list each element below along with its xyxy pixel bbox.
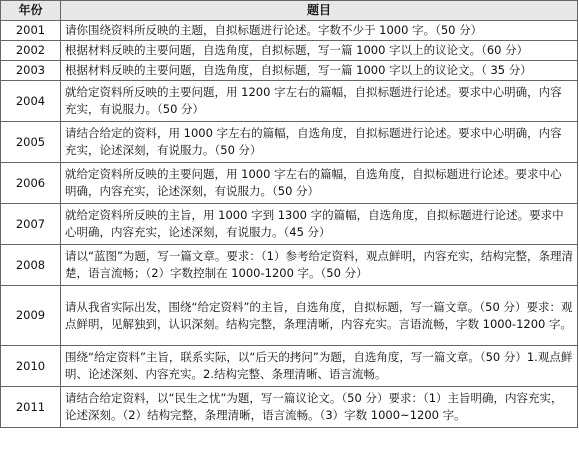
table-row xyxy=(1,204,578,245)
topic-cell: 就给定资料所反映的主要问题，用 1200 字左右的篇幅，自拟标题进行论述。要求中心明确，内容充实，有说服力。（50 分） xyxy=(61,81,578,122)
topic-cell: 围绕“给定资料”主旨，联系实际，以“后天的拷问”为题，自选角度，写一篇文章。（50 分）1.观点鲜明、论述深刻、内容充实。2.结构完整、条理清晰、语言流畅。 xyxy=(61,346,578,387)
year-cell: 2005 xyxy=(1,122,61,163)
table-row xyxy=(1,81,578,122)
year-column-header: 年份 xyxy=(1,1,61,21)
table-row xyxy=(1,122,578,163)
topic-cell: 根据材料反映的主要问题，自选角度，自拟标题，写一篇 1000 字以上的议论文。（60 分） xyxy=(61,41,578,61)
topic-cell: 根据材料反映的主要问题，自选角度，自拟标题，写一篇 1000 字以上的议论文。（ 35 分） xyxy=(61,61,578,81)
topic-cell: 请结合给定的资料，用 1000 字左右的篇幅，自选角度，自拟标题进行论述。要求中心明确，内容充实，论述深刻，有说服力。（50 分） xyxy=(61,122,578,163)
year-cell: 2007 xyxy=(1,204,61,245)
year-cell: 2001 xyxy=(1,21,61,41)
year-cell: 2003 xyxy=(1,61,61,81)
table-row xyxy=(1,387,578,428)
year-cell: 2011 xyxy=(1,387,61,428)
year-cell: 2004 xyxy=(1,81,61,122)
year-cell: 2010 xyxy=(1,346,61,387)
year-cell: 2009 xyxy=(1,286,61,346)
topic-column-header: 题目 xyxy=(61,1,578,21)
table-row xyxy=(1,286,578,346)
table-row xyxy=(1,21,578,41)
topic-cell: 就给定资料所反映的主旨，用 1000 字到 1300 字的篇幅，自选角度，自拟标题进行论述。要求中心明确，内容充实，论述深刻，有说服力。（45 分） xyxy=(61,204,578,245)
table-row xyxy=(1,245,578,286)
table-row xyxy=(1,61,578,81)
topic-cell: 就给定资料所反映的主要问题，用 1000 字左右的篇幅，自选角度，自拟标题进行论述。要求中心明确，内容充实，论述深刻，有说服力。（50 分） xyxy=(61,163,578,204)
table-row xyxy=(1,163,578,204)
topic-cell: 请结合给定资料，以“民生之忧”为题，写一篇议论文。（50 分）要求：（1）主旨明确，内容充实，论述深刻。（2）结构完整，条理清晰，语言流畅。（3）字数 1000~1200 字。 xyxy=(61,387,578,428)
topic-cell: 请以“蓝图”为题，写一篇文章。要求：（1）参考给定资料，观点鲜明，内容充实，结构完整，条理清楚，语言流畅；（2）字数控制在 1000-1200 字。（50 分） xyxy=(61,245,578,286)
header-row xyxy=(1,1,578,21)
year-cell: 2006 xyxy=(1,163,61,204)
year-cell: 2002 xyxy=(1,41,61,61)
year-cell: 2008 xyxy=(1,245,61,286)
topic-cell: 请你围绕资料所反映的主题，自拟标题进行论述。字数不少于 1000 字。（50 分） xyxy=(61,21,578,41)
table-row xyxy=(1,346,578,387)
topic-cell: 请从我省实际出发，围绕“给定资料”的主旨，自选角度，自拟标题，写一篇文章。（50 分）要求：观点鲜明，见解独到，认识深刻。结构完整，条理清晰，内容充实。言语流畅，字数 1000-1200 字。 xyxy=(61,286,578,346)
table-row xyxy=(1,41,578,61)
